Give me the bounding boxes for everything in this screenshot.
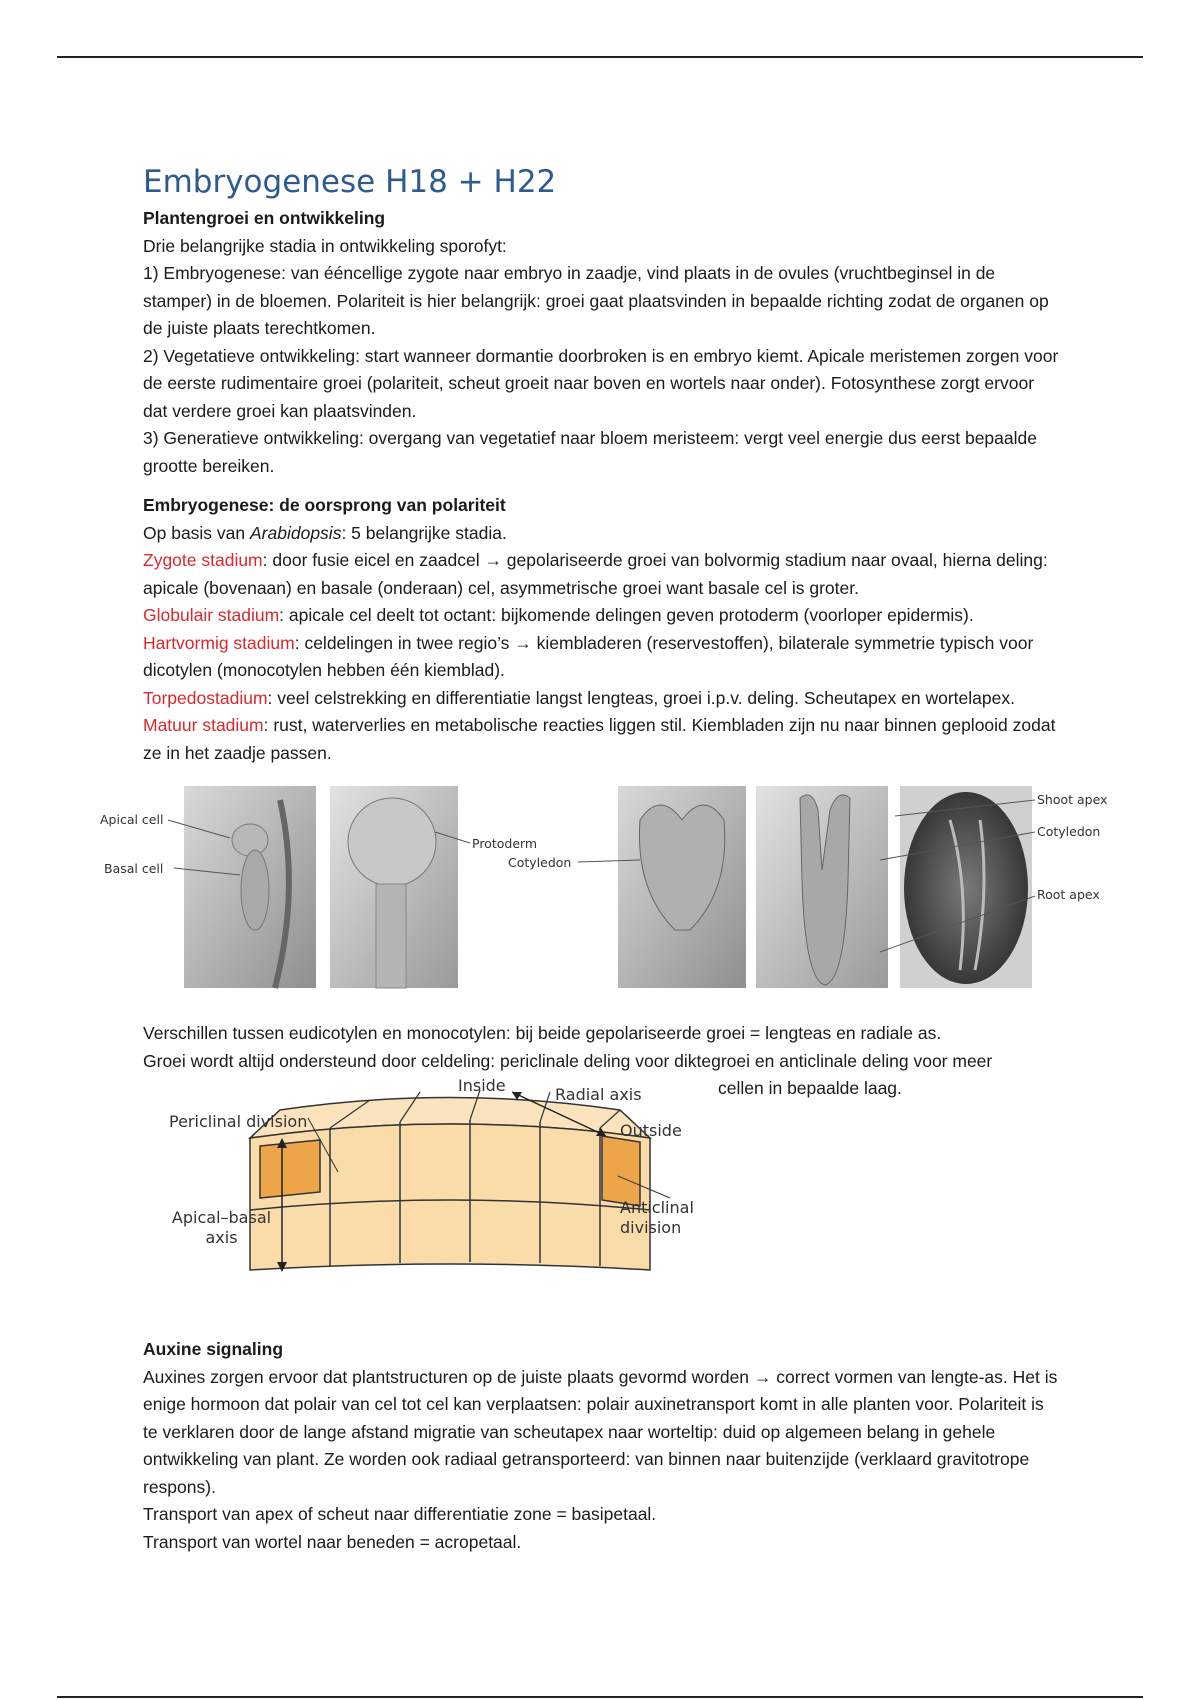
label-apical-cell: Apical cell <box>100 812 164 827</box>
stage-item <box>143 630 1063 685</box>
cell-division-diagram <box>150 1076 720 1300</box>
stage-item <box>143 602 1063 630</box>
stage-name: Matuur stadium <box>143 715 264 735</box>
label-apical-basal-line2: axis <box>205 1228 238 1247</box>
section-heading-auxine: Auxine signaling <box>143 1339 284 1359</box>
stage-name: Hartvormig stadium <box>143 632 295 653</box>
paragraph: Verschillen tussen eudicotylen en monocotylen: bij beide gepolariseerde groei = lengteas en radiale as. <box>143 1023 942 1043</box>
intro-prefix: Op basis van <box>143 522 250 543</box>
stage-item <box>143 547 1063 602</box>
page-title: Embryogenese H18 + H22 <box>143 164 557 200</box>
label-protoderm: Protoderm <box>472 836 538 851</box>
label-inside: Inside <box>458 1076 506 1095</box>
stage-item <box>143 685 1063 713</box>
top-rule <box>57 56 1143 58</box>
label-anticlinal-division <box>620 1198 694 1238</box>
label-cotyledon-right: Cotyledon <box>1037 824 1101 839</box>
stage-text: : door fusie eicel en zaadcel → gepolariseerde groei van bolvormig stadium naar ovaal, hierna deling: apicale (bovenaan) en basale (onderaan) cel, asymmetrische groei want basale cel is groter. <box>143 550 1048 598</box>
label-anticlinal-line1: Anticlinal <box>620 1198 694 1217</box>
label-radial-axis: Radial axis <box>555 1085 642 1104</box>
paragraph: 2) Vegetatieve ontwikkeling: start wanneer dormantie doorbroken is en embryo kiemt. Apicale meristemen zorgen voor de eerste rudimentaire groei (polariteit, scheut groeit naar boven en wortels naar onder). Fotosynthese zorgt ervoor dat verdere groei kan plaatsvinden. <box>143 345 1059 421</box>
stage-name: Zygote stadium <box>143 550 263 570</box>
stage-text: : veel celstrekking en differentiatie langst lengteas, groei i.p.v. deling. Scheutapex en wortelapex. <box>267 687 1015 708</box>
stage-item <box>143 712 1063 767</box>
label-root-apex: Root apex <box>1037 887 1100 902</box>
stage-text: : apicale cel deelt tot octant: bijkomende delingen geven protoderm (voorloper epidermis). <box>279 605 974 625</box>
stage-text: : rust, waterverlies en metabolische reacties liggen stil. Kiembladen zijn nu naar binnen geplooid zodat ze in het zaadje passen. <box>143 715 1056 763</box>
auxine-section <box>143 1336 1063 1556</box>
paragraph: 3) Generatieve ontwikkeling: overgang van vegetatief naar bloem meristeem: vergt veel energie dus eerst bepaalde grootte bereiken. <box>143 428 1037 476</box>
section-heading-plantengroei: Plantengroei en ontwikkeling <box>143 208 386 228</box>
paragraph: cellen in bepaalde laag. <box>718 1078 902 1098</box>
paragraph-intro <box>143 520 1063 548</box>
anticlinal-cell <box>602 1136 640 1206</box>
label-shoot-apex: Shoot apex <box>1037 792 1108 807</box>
paragraph: Transport van wortel naar beneden = acropetaal. <box>143 1531 522 1552</box>
label-periclinal-division: Periclinal division <box>169 1112 308 1131</box>
bottom-rule <box>57 1696 1143 1698</box>
periclinal-cell <box>260 1140 320 1198</box>
label-apical-basal-axis <box>169 1208 274 1248</box>
stage-name: Torpedostadium <box>143 687 268 708</box>
label-cotyledon-left: Cotyledon <box>508 855 572 870</box>
paragraph: Transport van apex of scheut naar differentiatie zone = basipetaal. <box>143 1504 657 1524</box>
paragraph: Auxines zorgen ervoor dat plantstructuren op de juiste plaats gevormd worden → correct vormen van lengte-as. Het is enige hormoon dat polair van cel tot cel kan verplaatsen: polair auxinetransport komt in alle planten voor. Polariteit is te verklaren door de lange afstand migratie van scheutapex naar worteltip: duid op algemeen belang in gehele ontwikkeling van plant. Ze worden ook radiaal getransporteerd: van binnen naar buitenzijde (verklaard gravitotrope respons). <box>143 1366 1058 1497</box>
intro-species: Arabidopsis <box>250 522 342 543</box>
intro-suffix: : 5 belangrijke stadia. <box>341 522 507 543</box>
label-apical-basal-line1: Apical–basal <box>171 1208 272 1227</box>
paragraph: 1) Embryogenese: van ééncellige zygote naar embryo in zaadje, vind plaats in de ovules (vruchtbeginsel in de stamper) in de bloemen. Polariteit is hier belangrijk: groei gaat plaatsvinden in bepaalde richting zodat de organen op de juiste plaats terechtkomen. <box>143 263 1049 338</box>
document-body <box>143 163 1063 767</box>
label-outside: Outside <box>620 1121 682 1140</box>
embryo-stages-figure <box>100 780 1140 994</box>
section-heading-polariteit: Embryogenese: de oorsprong van polariteit <box>143 495 506 515</box>
label-anticlinal-line2: division <box>620 1218 682 1237</box>
embryo-photos <box>100 780 1140 994</box>
stage-name: Globulair stadium <box>143 605 280 625</box>
paragraph: Groei wordt altijd ondersteund door celdeling: periclinale deling voor diktegroei en anticlinale deling voor meer <box>143 1050 993 1071</box>
stage-text: : celdelingen in twee regio’s → kiembladeren (reservestoffen), bilaterale symmetrie typisch voor dicotylen (monocotylen hebben één kiemblad). <box>143 632 1034 680</box>
paragraph: Drie belangrijke stadia in ontwikkeling sporofyt: <box>143 235 507 256</box>
label-basal-cell: Basal cell <box>104 861 164 876</box>
